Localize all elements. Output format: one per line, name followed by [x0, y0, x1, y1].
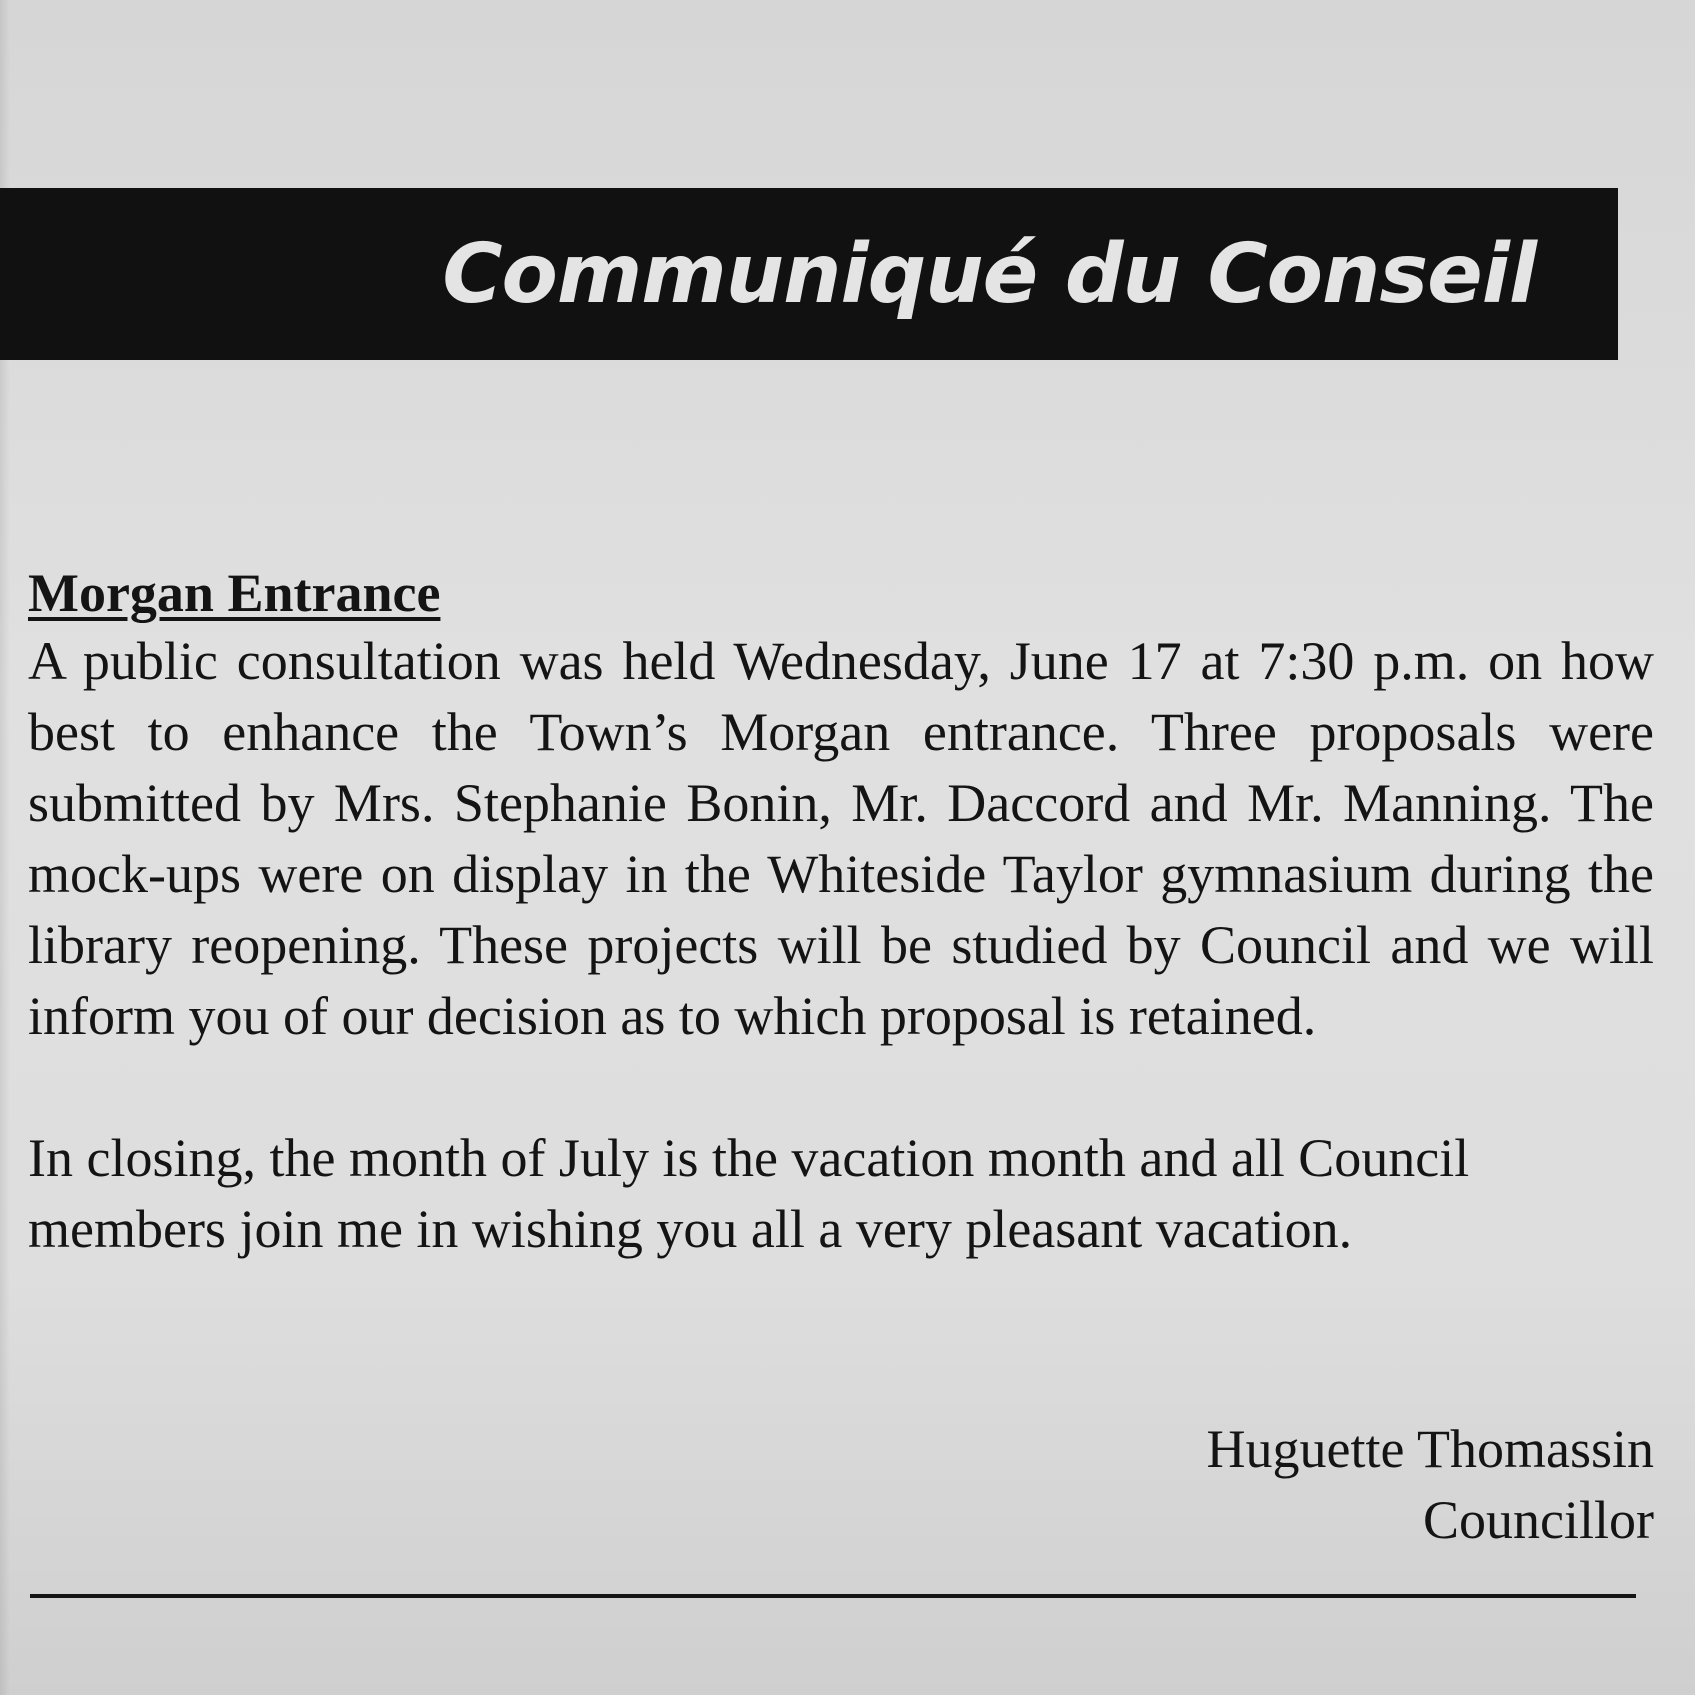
signature-name: Huguette Thomassin	[1206, 1419, 1654, 1479]
bottom-divider	[30, 1594, 1636, 1598]
article-paragraph-closing: In closing, the month of July is the vacation month and all Council members join me in wishing you all a very pleasant vacation.	[28, 1128, 1470, 1259]
signature-block	[1207, 1414, 1654, 1556]
header-banner	[0, 188, 1618, 360]
banner-title: Communiqué du Conseil	[442, 227, 1536, 322]
section-heading: Morgan Entrance	[28, 563, 441, 623]
article-paragraph-consultation: A public consultation was held Wednesday, June 17 at 7:30 p.m. on how best to enhance the Town’s Morgan entrance. Three proposals were submitted by Mrs. Stephanie Bonin, Mr. Daccord and Mr. Manning. The mock-ups were on display in the Whiteside Taylor gymnasium during the library reopening. These projects will be studied by Council and we will inform you of our decision as to which proposal is retained.	[28, 631, 1654, 1046]
signature-role: Councillor	[1423, 1490, 1654, 1550]
article	[28, 560, 1654, 1265]
